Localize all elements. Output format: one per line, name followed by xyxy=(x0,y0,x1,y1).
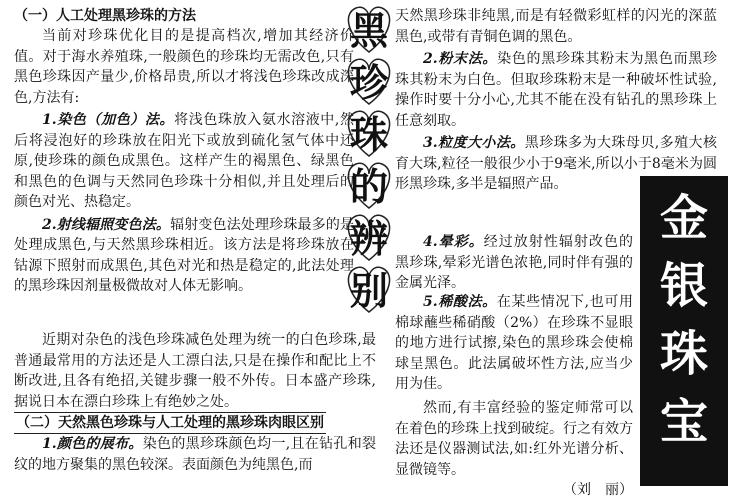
diff4-text: 经过放射性辐射改色的黑珍珠,晕彩光谱色浓艳,同时伴有强的金属光泽。 xyxy=(395,234,633,291)
intro-paragraph: 当前对珍珠优化目的是提高档次,增加其经济价值。对于海水养殖珠,一般颜色的珍珠均无需改色,只有黑色珍珠因产量少,价格昂贵,所以才将浅色珍珠改成深色,方法有: xyxy=(14,28,354,106)
title-char: 珠 xyxy=(349,113,389,157)
method1-label: 1.染色（加色）法。 xyxy=(42,112,175,128)
method2-paragraph xyxy=(14,215,354,297)
diff5-label: 5.稀酸法。 xyxy=(423,294,497,310)
method2-text: 辐射变色法处理珍珠最多的是处理成黑色,与天然黑珍珠相近。该方法是将珍珠放在钴源下照射而成黑色,其色对光和热是稳定的,此法处理的黑珍珠因剂量极微故对人体无影响。 xyxy=(14,216,354,294)
diff5-paragraph xyxy=(395,292,633,395)
section2-title: （二）天然黑色珍珠与人工处理的黑珍珠肉眼区别 xyxy=(14,412,376,434)
left-column-lower xyxy=(14,330,376,475)
bleach-paragraph: 近期对杂色的浅色珍珠减色处理为统一的白色珍珠,最普通最常用的方法还是人工漂白法,只是在操作和配比上不断改进,且各有绝招,关键步骤一般不外传。日本盛产珍珠,据说日本在漂白珍珠上有绝妙之处。 xyxy=(14,332,376,410)
diff1-continuation: 天然黑珍珠非纯黑,而是有轻微彩虹样的闪光的深蓝黑色,或带有青铜色调的黑色。 xyxy=(395,8,717,45)
diff3-label: 3.粒度大小法。 xyxy=(423,135,525,151)
method2-label: 2.射线辐照变色法。 xyxy=(42,216,171,233)
diff1-text: 染色的黑珍珠颜色均一,且在钻孔和裂纹的地方聚集的黑色较深。表面颜色为纯黑色,而 xyxy=(14,436,376,473)
title-char: 辨 xyxy=(349,217,389,261)
diff3-text: 黑珍珠多为大珠母贝,多殖大核育大珠,粒径一般很少小于9毫米,所以小于8毫米为圆形黑珍珠,多半是辐照产品。 xyxy=(395,135,717,192)
title-char: 的 xyxy=(349,165,389,209)
diff1-paragraph xyxy=(14,434,376,475)
diff2-text: 染色的黑珍珠其粉末为黑色而黑珍珠其粉末为白色。但取珍珠粉末是一种破坏性试验,操作时要十分小心,尤其不能在没有钻孔的黑珍珠上任意刻取。 xyxy=(395,51,717,129)
banner-char: 宝 xyxy=(659,394,708,450)
right-column-middle xyxy=(395,232,633,294)
title-char: 黑 xyxy=(349,9,389,53)
title-heart-graphic xyxy=(338,0,400,320)
diff2-paragraph xyxy=(395,49,717,131)
closing-block xyxy=(395,398,633,501)
title-char: 珍 xyxy=(349,61,389,105)
diff1-label: 1.颜色的展布。 xyxy=(42,436,143,452)
banner-char: 珠 xyxy=(659,326,708,382)
right-column xyxy=(395,6,717,195)
diff4-label: 4.晕彩。 xyxy=(423,234,484,250)
diff4-paragraph xyxy=(395,232,633,294)
section1-title: （一）人工处理黑珍珠的方法 xyxy=(14,8,196,24)
left-column xyxy=(14,6,354,297)
banner-char: 银 xyxy=(659,258,708,314)
title-char: 别 xyxy=(349,269,389,313)
diff5-text: 在某些情况下,也可用棉球蘸些稀硝酸（2%）在珍珠不显眼的地方进行试擦,染色的黑珍珠会使棉球呈黑色。此法属破坏性方法,应当少用为佳。 xyxy=(395,294,633,392)
method1-text: 将浅色珠放入氨水溶液中,然后将浸泡好的珍珠放在阳光下或放到硫化氢气体中还原,使珍珠的颜色成黑色。这样产生的褐黑色、绿黑色和黑色的色调与天然同色珍珠十分相似,并且处理后的颜色对光、热稳定。 xyxy=(14,112,354,210)
diff2-label: 2.粉末法。 xyxy=(423,51,498,67)
method1-paragraph xyxy=(14,110,354,213)
banner-char: 金 xyxy=(659,190,708,246)
column-banner xyxy=(640,176,728,486)
closing-paragraph: 然而,有丰富经验的鉴定师常可以在着色的珍珠上找到破绽。行之有效方法还是仪器测试法,如:红外光谱分析、显微镜等。 xyxy=(395,400,633,478)
byline: （刘 丽） xyxy=(563,482,633,498)
vertical-title xyxy=(338,0,400,320)
